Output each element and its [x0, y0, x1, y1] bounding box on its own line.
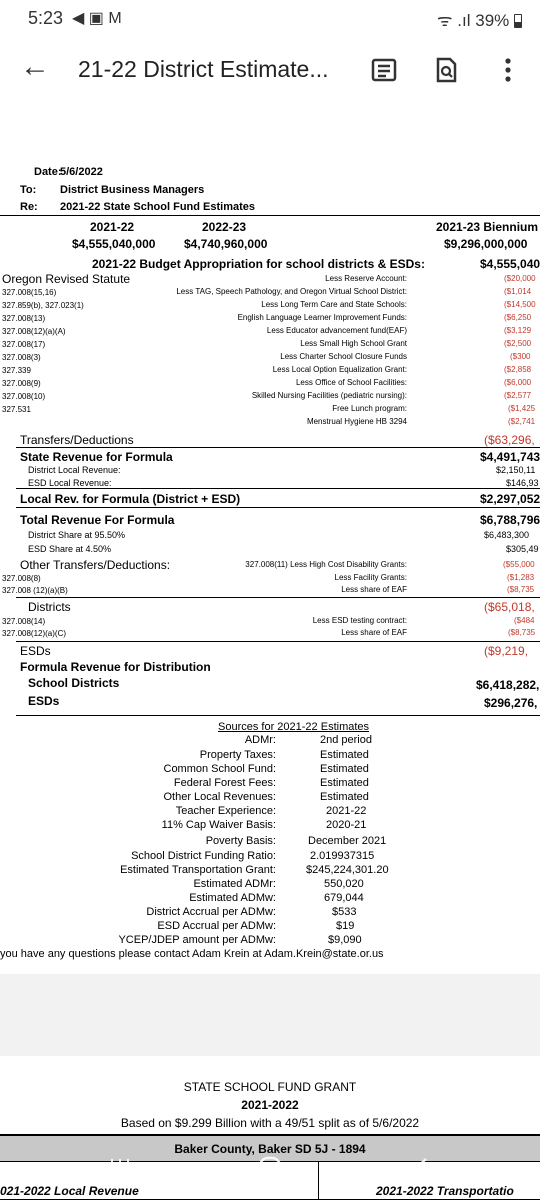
other-label: Less Facility Grants: [334, 573, 407, 582]
deduction-amount: ($1,425 [508, 404, 536, 413]
to-label: To: [20, 184, 37, 196]
deduction-statute: 327.859(b), 327.023(1) [2, 301, 84, 310]
district-name: Baker County, Baker SD 5J - 1894 [174, 1142, 366, 1156]
more-options-icon[interactable] [494, 56, 522, 84]
other-statute: 327.008(8) [2, 574, 41, 583]
divider [16, 715, 540, 716]
grant-year: 2021-2022 [241, 1098, 299, 1112]
app-bar [0, 36, 540, 104]
home-icon[interactable] [258, 1156, 282, 1178]
source-value: 2nd period [320, 734, 372, 746]
deduction-row [0, 365, 540, 377]
esds-final-amount: $296,276, [484, 696, 538, 710]
source-value: $19 [336, 920, 355, 932]
deduction-label: Less Educator advancement fund(EAF) [266, 326, 407, 335]
source-label: School District Funding Ratio: [131, 850, 276, 862]
source-value: Estimated [320, 777, 369, 789]
source-value: 2020-21 [326, 819, 367, 831]
deduction-amount: ($1,014 [504, 287, 532, 296]
esds-final-label: ESDs [28, 694, 60, 708]
esd-local-amount: $146,93 [506, 478, 539, 488]
deduction-row [0, 287, 540, 299]
local-revenue-label: Local Rev. for Formula (District + ESD) [20, 492, 241, 506]
year-2-label: 2022-23 [202, 220, 247, 234]
deduction-amount: ($6,250 [504, 313, 532, 322]
source-value: 2021-22 [326, 805, 367, 817]
deduction-row [0, 274, 540, 286]
document-viewer[interactable] [0, 104, 540, 1200]
system-navigation-bar [0, 1155, 540, 1200]
esd-deduction-amount: ($484 [514, 616, 535, 625]
divider [16, 488, 540, 489]
source-label: Estimated ADMr: [193, 878, 276, 890]
esds-label: ESDs [20, 644, 51, 658]
divider [16, 447, 540, 448]
source-label: ESD Accrual per ADMw: [157, 920, 276, 932]
deduction-amount: ($2,500 [504, 339, 532, 348]
deduction-label: English Language Learner Improvement Funds: [237, 313, 407, 322]
document-title: 21-22 District Estimate... [78, 56, 329, 82]
re-value: 2021-22 State School Fund Estimates [60, 201, 256, 213]
deduction-label: Less Long Term Care and State Schools: [261, 300, 407, 309]
esd-statute: 327.008(14) [2, 617, 46, 626]
biennium-label: 2021-23 Biennium [436, 220, 539, 234]
esd-local-label: ESD Local Revenue: [28, 478, 112, 488]
deduction-statute: 327.008(15,16) [2, 288, 57, 297]
status-bar [0, 0, 540, 36]
source-value: $9,090 [328, 934, 362, 946]
source-value: $533 [332, 906, 357, 918]
source-label: Property Taxes: [199, 749, 276, 761]
source-value: Estimated [320, 763, 369, 775]
deduction-statute: 327.008(13) [2, 314, 46, 323]
esd-deduction-label: Less ESD testing contract: [312, 616, 407, 625]
transportation-column: 2021-2022 Transportatio [376, 1184, 514, 1198]
deduction-amount: ($300 [510, 352, 531, 361]
esd-deduction-amount: ($8,735 [508, 628, 536, 637]
date-value: 5/6/2022 [60, 166, 103, 178]
deduction-label: Less Charter School Closure Funds [280, 352, 407, 361]
contact-line: you have any questions please contact Adam Krein at Adam.Krein@state.or.us [0, 948, 384, 960]
source-label: Common School Fund: [163, 763, 276, 775]
deduction-label: Menstrual Hygiene HB 3294 [306, 417, 407, 426]
ors-header: Oregon Revised Statute [2, 272, 131, 286]
deduction-row [0, 352, 540, 364]
deduction-statute: 327.008(17) [2, 340, 46, 349]
deduction-amount: ($14,500 [504, 300, 536, 309]
source-label: Estimated Transportation Grant: [120, 864, 276, 876]
source-value: $245,224,301.20 [306, 864, 389, 876]
esds-amount: ($9,219, [484, 644, 529, 658]
deduction-amount: ($2,858 [504, 365, 532, 374]
deduction-row [0, 404, 540, 416]
battery-level: 39% [475, 11, 510, 30]
other-amount: ($8,735 [507, 585, 535, 594]
back-nav-icon[interactable] [412, 1157, 430, 1177]
source-label: Teacher Experience: [175, 805, 276, 817]
source-label: ADMr: [244, 734, 276, 746]
status-right [437, 8, 522, 31]
deduction-statute: 327.008(10) [2, 392, 46, 401]
deduction-amount: ($2,741 [508, 417, 536, 426]
deduction-row [0, 417, 540, 429]
other-statute: 327.008 (12)(a)(B) [2, 586, 68, 595]
deduction-statute: 327.531 [2, 405, 31, 414]
esd-share-amount: $305,49 [506, 544, 539, 554]
district-local-label: District Local Revenue: [28, 465, 121, 475]
reader-mode-icon[interactable] [370, 56, 398, 84]
deduction-label: Less TAG, Speech Pathology, and Oregon Virtual School District: [176, 287, 407, 296]
biennium-amount: $9,296,000,000 [444, 237, 528, 251]
deduction-statute: 327.008(12)(a)(A) [2, 327, 66, 336]
source-label: YCEP/JDEP amount per ADMw: [118, 934, 276, 946]
source-value: 2.019937315 [310, 850, 375, 862]
appropriation-amount: $4,555,040 [480, 257, 540, 271]
local-revenue-amount: $2,297,052 [480, 492, 540, 506]
high-cost-label: 327.008(11) Less High Cost Disability Grants: [245, 560, 407, 569]
other-label: Less share of EAF [341, 585, 407, 594]
grant-title: STATE SCHOOL FUND GRANT [183, 1080, 357, 1094]
source-label: Other Local Revenues: [163, 791, 276, 803]
transfers-amount: ($63,296, [484, 433, 535, 447]
source-value: 679,044 [324, 892, 364, 904]
source-value: December 2021 [308, 835, 387, 847]
transfers-label: Transfers/Deductions [20, 433, 134, 447]
district-share-label: District Share at 95.50% [28, 530, 126, 540]
recent-apps-icon[interactable] [108, 1158, 132, 1176]
local-revenue-column: 021-2022 Local Revenue [0, 1184, 139, 1198]
district-local-amount: $2,150,11 [496, 465, 536, 475]
deduction-amount: ($6,000 [504, 378, 532, 387]
school-districts-label: School Districts [28, 676, 120, 690]
sources-title: Sources for 2021-22 Estimates [218, 721, 370, 733]
deduction-row [0, 378, 540, 390]
year-1-label: 2021-22 [90, 220, 135, 234]
signal-icon: ᯤ .ıl [437, 11, 471, 30]
deduction-statute: 327.008(3) [2, 353, 41, 362]
deduction-row [0, 391, 540, 403]
deduction-amount: ($3,129 [504, 326, 532, 335]
formula-distribution-label: Formula Revenue for Distribution [20, 660, 211, 674]
deduction-statute: 327.339 [2, 366, 31, 375]
deduction-amount: ($20,000 [504, 274, 536, 283]
deduction-label: Less Small High School Grant [300, 339, 407, 348]
deduction-label: Less Office of School Facilities: [295, 378, 407, 387]
state-revenue-label: State Revenue for Formula [20, 450, 173, 464]
divider [16, 597, 540, 598]
deduction-label: Less Reserve Account: [325, 274, 407, 283]
battery-icon [514, 14, 522, 28]
deduction-row [0, 339, 540, 351]
source-value: Estimated [320, 791, 369, 803]
source-label: District Accrual per ADMw: [146, 906, 276, 918]
district-share-amount: $6,483,300 [484, 530, 530, 540]
source-label: 11% Cap Waiver Basis: [161, 819, 276, 831]
divider [16, 641, 540, 642]
page-break [0, 974, 540, 1056]
esd-statute: 327.008(12)(a)(C) [2, 629, 67, 638]
source-value: 550,020 [324, 878, 364, 890]
school-districts-amount: $6,418,282, [476, 678, 540, 692]
deduction-label: Less Local Option Equalization Grant: [272, 365, 407, 374]
deduction-label: Free Lunch program: [332, 404, 407, 413]
source-label: Estimated ADMw: [189, 892, 276, 904]
high-cost-amount: ($55,000 [503, 560, 535, 569]
to-value: District Business Managers [60, 184, 205, 196]
state-revenue-amount: $4,491,743 [480, 450, 540, 464]
deduction-amount: ($2,577 [504, 391, 532, 400]
deduction-statute: 327.008(9) [2, 379, 41, 388]
divider [16, 507, 540, 508]
total-revenue-label: Total Revenue For Formula [20, 513, 175, 527]
header-divider [0, 215, 540, 216]
districts-label: Districts [28, 600, 71, 614]
back-arrow-icon[interactable]: ← [20, 50, 50, 83]
date-label: Date: [34, 166, 62, 178]
source-label: Federal Forest Fees: [173, 777, 276, 789]
notification-icons: ◀ ▣ M [72, 10, 122, 27]
grant-basis: Based on $9.299 Billion with a 49/51 split as of 5/6/2022 [120, 1116, 420, 1130]
search-in-document-icon[interactable] [432, 56, 460, 84]
deduction-row [0, 300, 540, 312]
other-transfers-label: Other Transfers/Deductions: [20, 558, 171, 572]
year-2-amount: $4,740,960,000 [184, 237, 268, 251]
appropriation-title: 2021-22 Budget Appropriation for school districts & ESDs: [92, 257, 425, 271]
source-label: Poverty Basis: [205, 835, 276, 847]
esd-deduction-label: Less share of EAF [341, 628, 407, 637]
deduction-row [0, 326, 540, 338]
re-label: Re: [20, 201, 38, 213]
deduction-label: Skilled Nursing Facilities (pediatric nursing): [251, 391, 407, 400]
source-value: Estimated [320, 749, 369, 761]
total-revenue-amount: $6,788,796 [480, 513, 540, 527]
year-1-amount: $4,555,040,000 [72, 237, 156, 251]
deduction-row [0, 313, 540, 325]
status-time: 5:23 [28, 8, 64, 28]
esd-share-label: ESD Share at 4.50% [28, 544, 112, 554]
districts-amount: ($65,018, [484, 600, 535, 614]
other-amount: ($1,283 [507, 573, 535, 582]
